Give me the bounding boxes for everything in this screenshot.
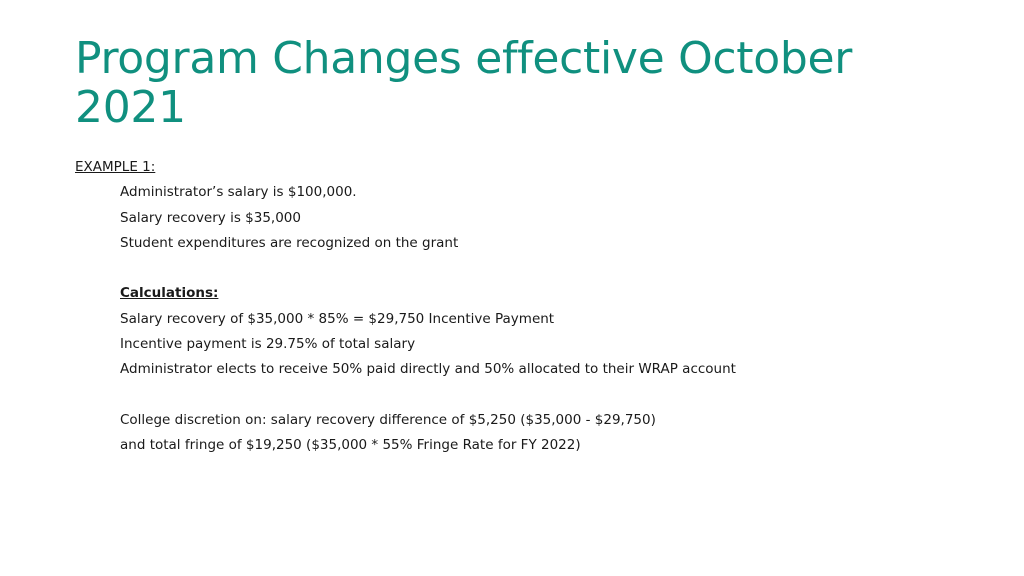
slide-title: Program Changes effective October 2021	[75, 33, 853, 133]
intro-line-recovery: Salary recovery is $35,000	[120, 209, 301, 226]
calculation-line-allocation: Administrator elects to receive 50% paid directly and 50% allocated to their WRAP account	[120, 361, 736, 378]
discretion-line-fringe: and total fringe of $19,250 ($35,000 * 55% Fringe Rate for FY 2022)	[120, 437, 581, 454]
calculations-heading: Calculations:	[120, 285, 219, 302]
example-label: EXAMPLE 1:	[75, 159, 156, 175]
discretion-block	[75, 408, 975, 459]
calculation-line-percentage: Incentive payment is 29.75% of total salary	[120, 336, 416, 353]
spacer	[75, 256, 975, 281]
intro-line-expenditures: Student expenditures are recognized on the grant	[120, 234, 459, 251]
calculations-block	[75, 281, 975, 382]
discretion-line-recovery: College discretion on: salary recovery difference of $5,250 ($35,000 - $29,750)	[120, 411, 656, 428]
intro-block	[75, 180, 975, 256]
slide-body	[75, 155, 975, 459]
intro-line-salary: Administrator’s salary is $100,000.	[120, 184, 357, 201]
spacer	[75, 383, 975, 408]
calculation-line-incentive: Salary recovery of $35,000 * 85% = $29,750 Incentive Payment	[120, 310, 555, 327]
